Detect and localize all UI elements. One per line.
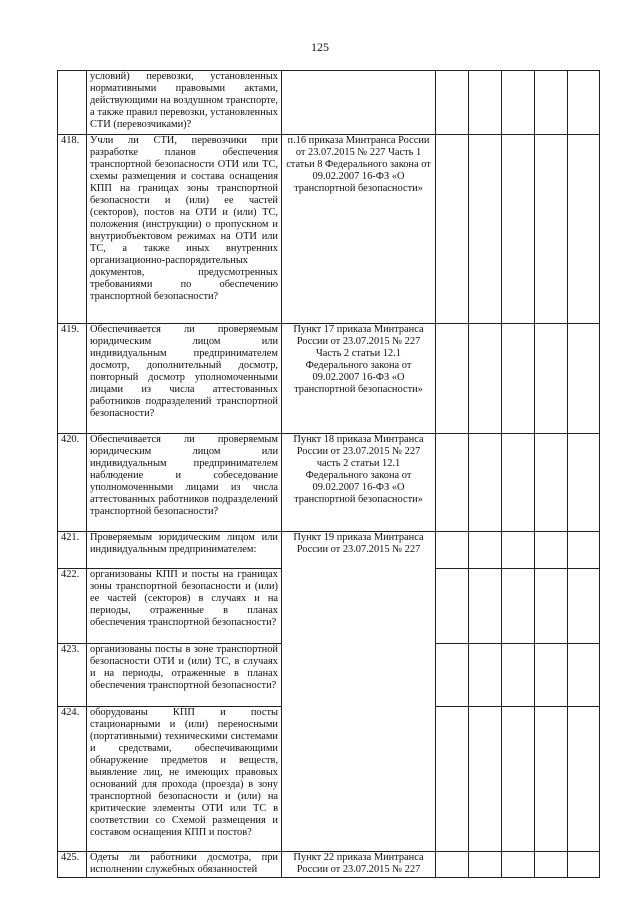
item-number: 421. [58,532,87,569]
answer-cell[interactable] [436,644,469,707]
comment-cell[interactable] [568,71,600,135]
answer-cell[interactable] [535,532,568,569]
answer-cell[interactable] [502,434,535,532]
item-legal-basis: Пункт 22 приказа Минтранса России от 23.07.2015 № 227 [282,852,436,878]
table-row [58,324,600,434]
item-question: организованы КПП и посты на границах зоны транспортной безопасности и (или) ее частей (секторов) в случаях и на периоды, отраженные в планах обеспечения транспортной безопасности? [87,569,282,644]
item-question: организованы посты в зоне транспортной безопасности ОТИ и (или) ТС, в случаях и на периоды, отраженные в планах обеспечения транспортной безопасности? [87,644,282,707]
comment-cell[interactable] [568,644,600,707]
table-row [58,434,600,532]
item-question: Обеспечивается ли проверяемым юридическим лицом или индивидуальным предпринимателем наблюдение и собеседование уполномоченными лицами из числа аттестованных работников подразделений транспортной безопасности? [87,434,282,532]
answer-cell[interactable] [436,707,469,852]
answer-cell[interactable] [502,852,535,878]
answer-cell[interactable] [535,434,568,532]
answer-cell[interactable] [502,135,535,324]
answer-cell[interactable] [469,707,502,852]
answer-cell[interactable] [436,71,469,135]
answer-cell[interactable] [469,324,502,434]
item-question: оборудованы КПП и посты стационарными и (или) переносными (портативными) техническими системами и средствами, обеспечивающими обнаружение предметов и веществ, выявление лиц, не имеющих правовых оснований для прохода (проезда) в зону транспортной безопасности и (или) на критические элементы ОТИ или ТС в соответствии со Схемой размещения и составом оснащения КПП и постов? [87,707,282,852]
answer-cell[interactable] [469,569,502,644]
comment-cell[interactable] [568,852,600,878]
answer-cell[interactable] [436,434,469,532]
answer-cell[interactable] [502,532,535,569]
answer-cell[interactable] [436,569,469,644]
page-number: 125 [311,40,329,54]
answer-cell[interactable] [535,71,568,135]
table-row [58,532,600,569]
item-question: Проверяемым юридическим лицом или индивидуальным предпринимателем: [87,532,282,569]
item-legal-basis: Пункт 19 приказа Минтранса России от 23.07.2015 № 227 [282,532,436,852]
answer-cell[interactable] [469,434,502,532]
answer-cell[interactable] [502,707,535,852]
item-number: 422. [58,569,87,644]
comment-cell[interactable] [568,324,600,434]
item-number [58,71,87,135]
answer-cell[interactable] [436,852,469,878]
answer-cell[interactable] [469,532,502,569]
answer-cell[interactable] [436,324,469,434]
item-number: 424. [58,707,87,852]
item-legal-basis: Пункт 17 приказа Минтранса России от 23.07.2015 № 227 Часть 2 статьи 12.1 Федерального закона от 09.02.2007 16-ФЗ «О транспортной безопасности» [282,324,436,434]
comment-cell[interactable] [568,569,600,644]
item-question: Обеспечивается ли проверяемым юридическим лицом или индивидуальным предпринимателем досмотр, дополнительный досмотр, повторный досмотр уполномоченными лицами из числа аттестованных работников подразделений транспортной безопасности? [87,324,282,434]
answer-cell[interactable] [535,852,568,878]
item-number: 423. [58,644,87,707]
item-legal-basis: п.16 приказа Минтранса России от 23.07.2015 № 227 Часть 1 статьи 8 Федерального закона от 09.02.2007 16-ФЗ «О транспортной безопасности» [282,135,436,324]
comment-cell[interactable] [568,532,600,569]
table-row [58,852,600,878]
answer-cell[interactable] [535,324,568,434]
item-number: 420. [58,434,87,532]
answer-cell[interactable] [436,532,469,569]
answer-cell[interactable] [502,324,535,434]
answer-cell[interactable] [502,569,535,644]
answer-cell[interactable] [502,71,535,135]
answer-cell[interactable] [535,644,568,707]
table-row [58,135,600,324]
item-legal-basis: Пункт 18 приказа Минтранса России от 23.07.2015 № 227 часть 2 статьи 12.1 Федерального закона от 09.02.2007 16-ФЗ «О транспортной безопасности» [282,434,436,532]
answer-cell[interactable] [502,644,535,707]
answer-cell[interactable] [436,135,469,324]
item-legal-basis [282,71,436,135]
comment-cell[interactable] [568,707,600,852]
comment-cell[interactable] [568,434,600,532]
answer-cell[interactable] [469,71,502,135]
item-question: условий) перевозки, установленных нормативными правовыми актами, действующими на воздушном транспорте, а также правил перевозки, установленных СТИ (перевозчиками)? [87,71,282,135]
requirements-table [57,70,600,878]
answer-cell[interactable] [535,707,568,852]
answer-cell[interactable] [535,569,568,644]
item-question: Учли ли СТИ, перевозчики при разработке планов обеспечения транспортной безопасности ОТИ или ТС, схемы размещения и состава оснащения КПП на границах зоны транспортной безопасности и (или) ее частей (секторов), постов на ОТИ и (или) ТС, положения (инструкции) о пропускном и внутриобъектовом режимах на ОТИ или ТС, а также иных внутренних организационно-распорядительных документов, предусмотренных требованиями по обеспечению транспортной безопасности? [87,135,282,324]
item-question: Одеты ли работники досмотра, при исполнении служебных обязанностей [87,852,282,878]
answer-cell[interactable] [535,135,568,324]
item-number: 425. [58,852,87,878]
comment-cell[interactable] [568,135,600,324]
item-number: 418. [58,135,87,324]
answer-cell[interactable] [469,852,502,878]
answer-cell[interactable] [469,644,502,707]
item-number: 419. [58,324,87,434]
table-row [58,71,600,135]
answer-cell[interactable] [469,135,502,324]
